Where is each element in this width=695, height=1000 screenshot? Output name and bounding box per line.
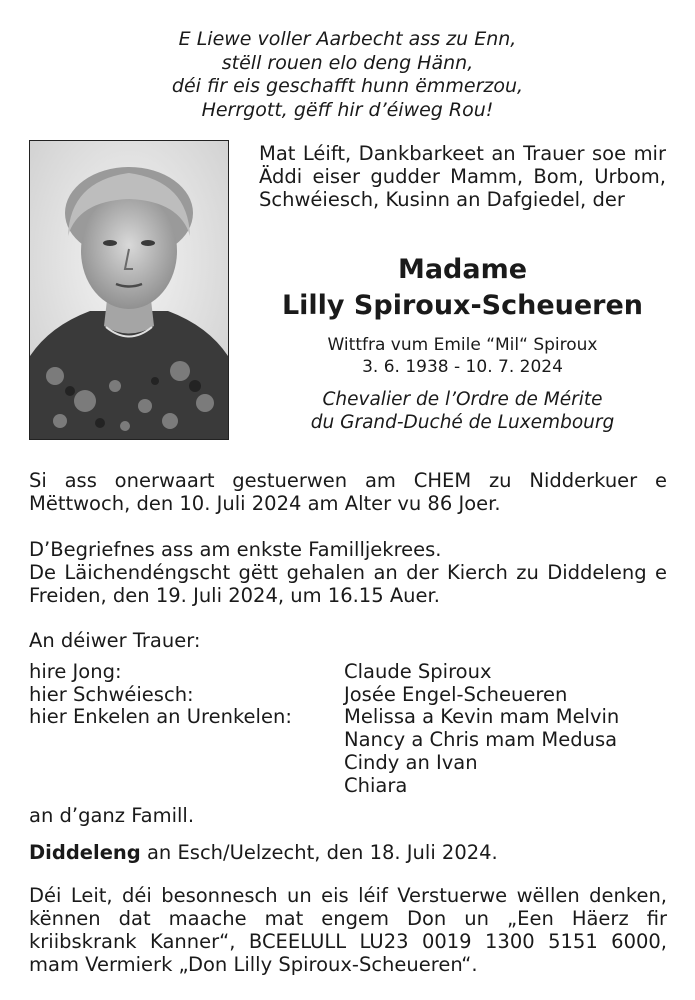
intro-text: Mat Léift, Dankbarkeet an Trauer soe mir Äddi eiser gudder Mamm, Bom, Urbom, Schwéiesch, Kusinn an Dafgiedel, der — [259, 142, 666, 211]
mourner-name: Cindy an Ivan — [344, 750, 478, 774]
mourner-row — [29, 661, 667, 684]
mourner-row — [29, 684, 667, 707]
mourner-role: hire Jong: — [29, 659, 122, 683]
deceased-name: Lilly Spiroux-Scheueren — [281, 290, 644, 321]
distinction-line1: Chevalier de l’Ordre de Mérite — [322, 389, 603, 410]
portrait-photo — [29, 140, 229, 440]
mourner-row — [29, 729, 667, 752]
poem-line: E Liewe voller Aarbecht ass zu Enn, — [178, 28, 517, 50]
mourners-closing: an d’ganz Famill. — [29, 803, 195, 827]
mourner-row — [29, 775, 667, 798]
poem-line: stëll rouen elo deng Hänn, — [221, 51, 474, 74]
mourners-heading: An déiwer Trauer: — [29, 629, 201, 652]
funeral-line2: De Läichendéngscht gëtt gehalen an der Kierch zu Diddeleng e Freiden, den 19. Juli 2024, um 16.15 Auer. — [29, 561, 667, 607]
donation-notice: Déi Leit, déi besonnesch un eis léif Verstuerwe wëllen denken, kënnen dat maache mat engem Don un „Een Häerz fir kriibskrank Kanner“, BCEELULL LU23 0019 1300 5151 6000, mam Vermierk „Don Lilly Spiroux-Scheueren“. — [29, 884, 667, 976]
place-name: Diddeleng — [29, 841, 141, 864]
life-dates: 3. 6. 1938 - 10. 7. 2024 — [362, 357, 563, 377]
deceased-title: Madame — [397, 254, 528, 285]
mourner-role: hier Schwéiesch: — [29, 682, 194, 706]
mourner-name: Melissa a Kevin mam Melvin — [344, 705, 620, 729]
poem-line: Herrgott, gëff hir d’éiweg Rou! — [201, 98, 494, 121]
mourner-name: Josée Engel-Scheueren — [344, 682, 568, 706]
mourner-row — [29, 706, 667, 729]
death-notice: Si ass onerwaart gestuerwen am CHEM zu Nidderkuer e Mëttwoch, den 10. Juli 2024 am Alter vu 86 Joer. — [29, 469, 667, 515]
distinction-line2: du Grand-Duché de Luxembourg — [310, 412, 615, 433]
mourner-role: hier Enkelen an Urenkelen: — [29, 705, 292, 729]
portrait-photo-icon — [30, 141, 228, 439]
place-date-text: an Esch/Uelzecht, den 18. Juli 2024. — [140, 841, 498, 864]
deceased-block — [259, 252, 666, 434]
widow-of: Wittfra vum Emile “Mil“ Spiroux — [327, 335, 598, 355]
poem — [0, 28, 695, 122]
poem-line: déi fir eis geschafft hunn ëmmerzou, — [171, 75, 524, 97]
funeral-line1: D’Begriefnes ass am enkste Familljekrees. — [29, 538, 442, 561]
mourners-section — [29, 630, 667, 827]
mourner-name: Nancy a Chris mam Medusa — [344, 728, 618, 752]
mourner-row — [29, 752, 667, 775]
mourner-name: Claude Spiroux — [344, 659, 492, 683]
mourner-name: Chiara — [344, 773, 408, 797]
place-date — [29, 841, 667, 864]
